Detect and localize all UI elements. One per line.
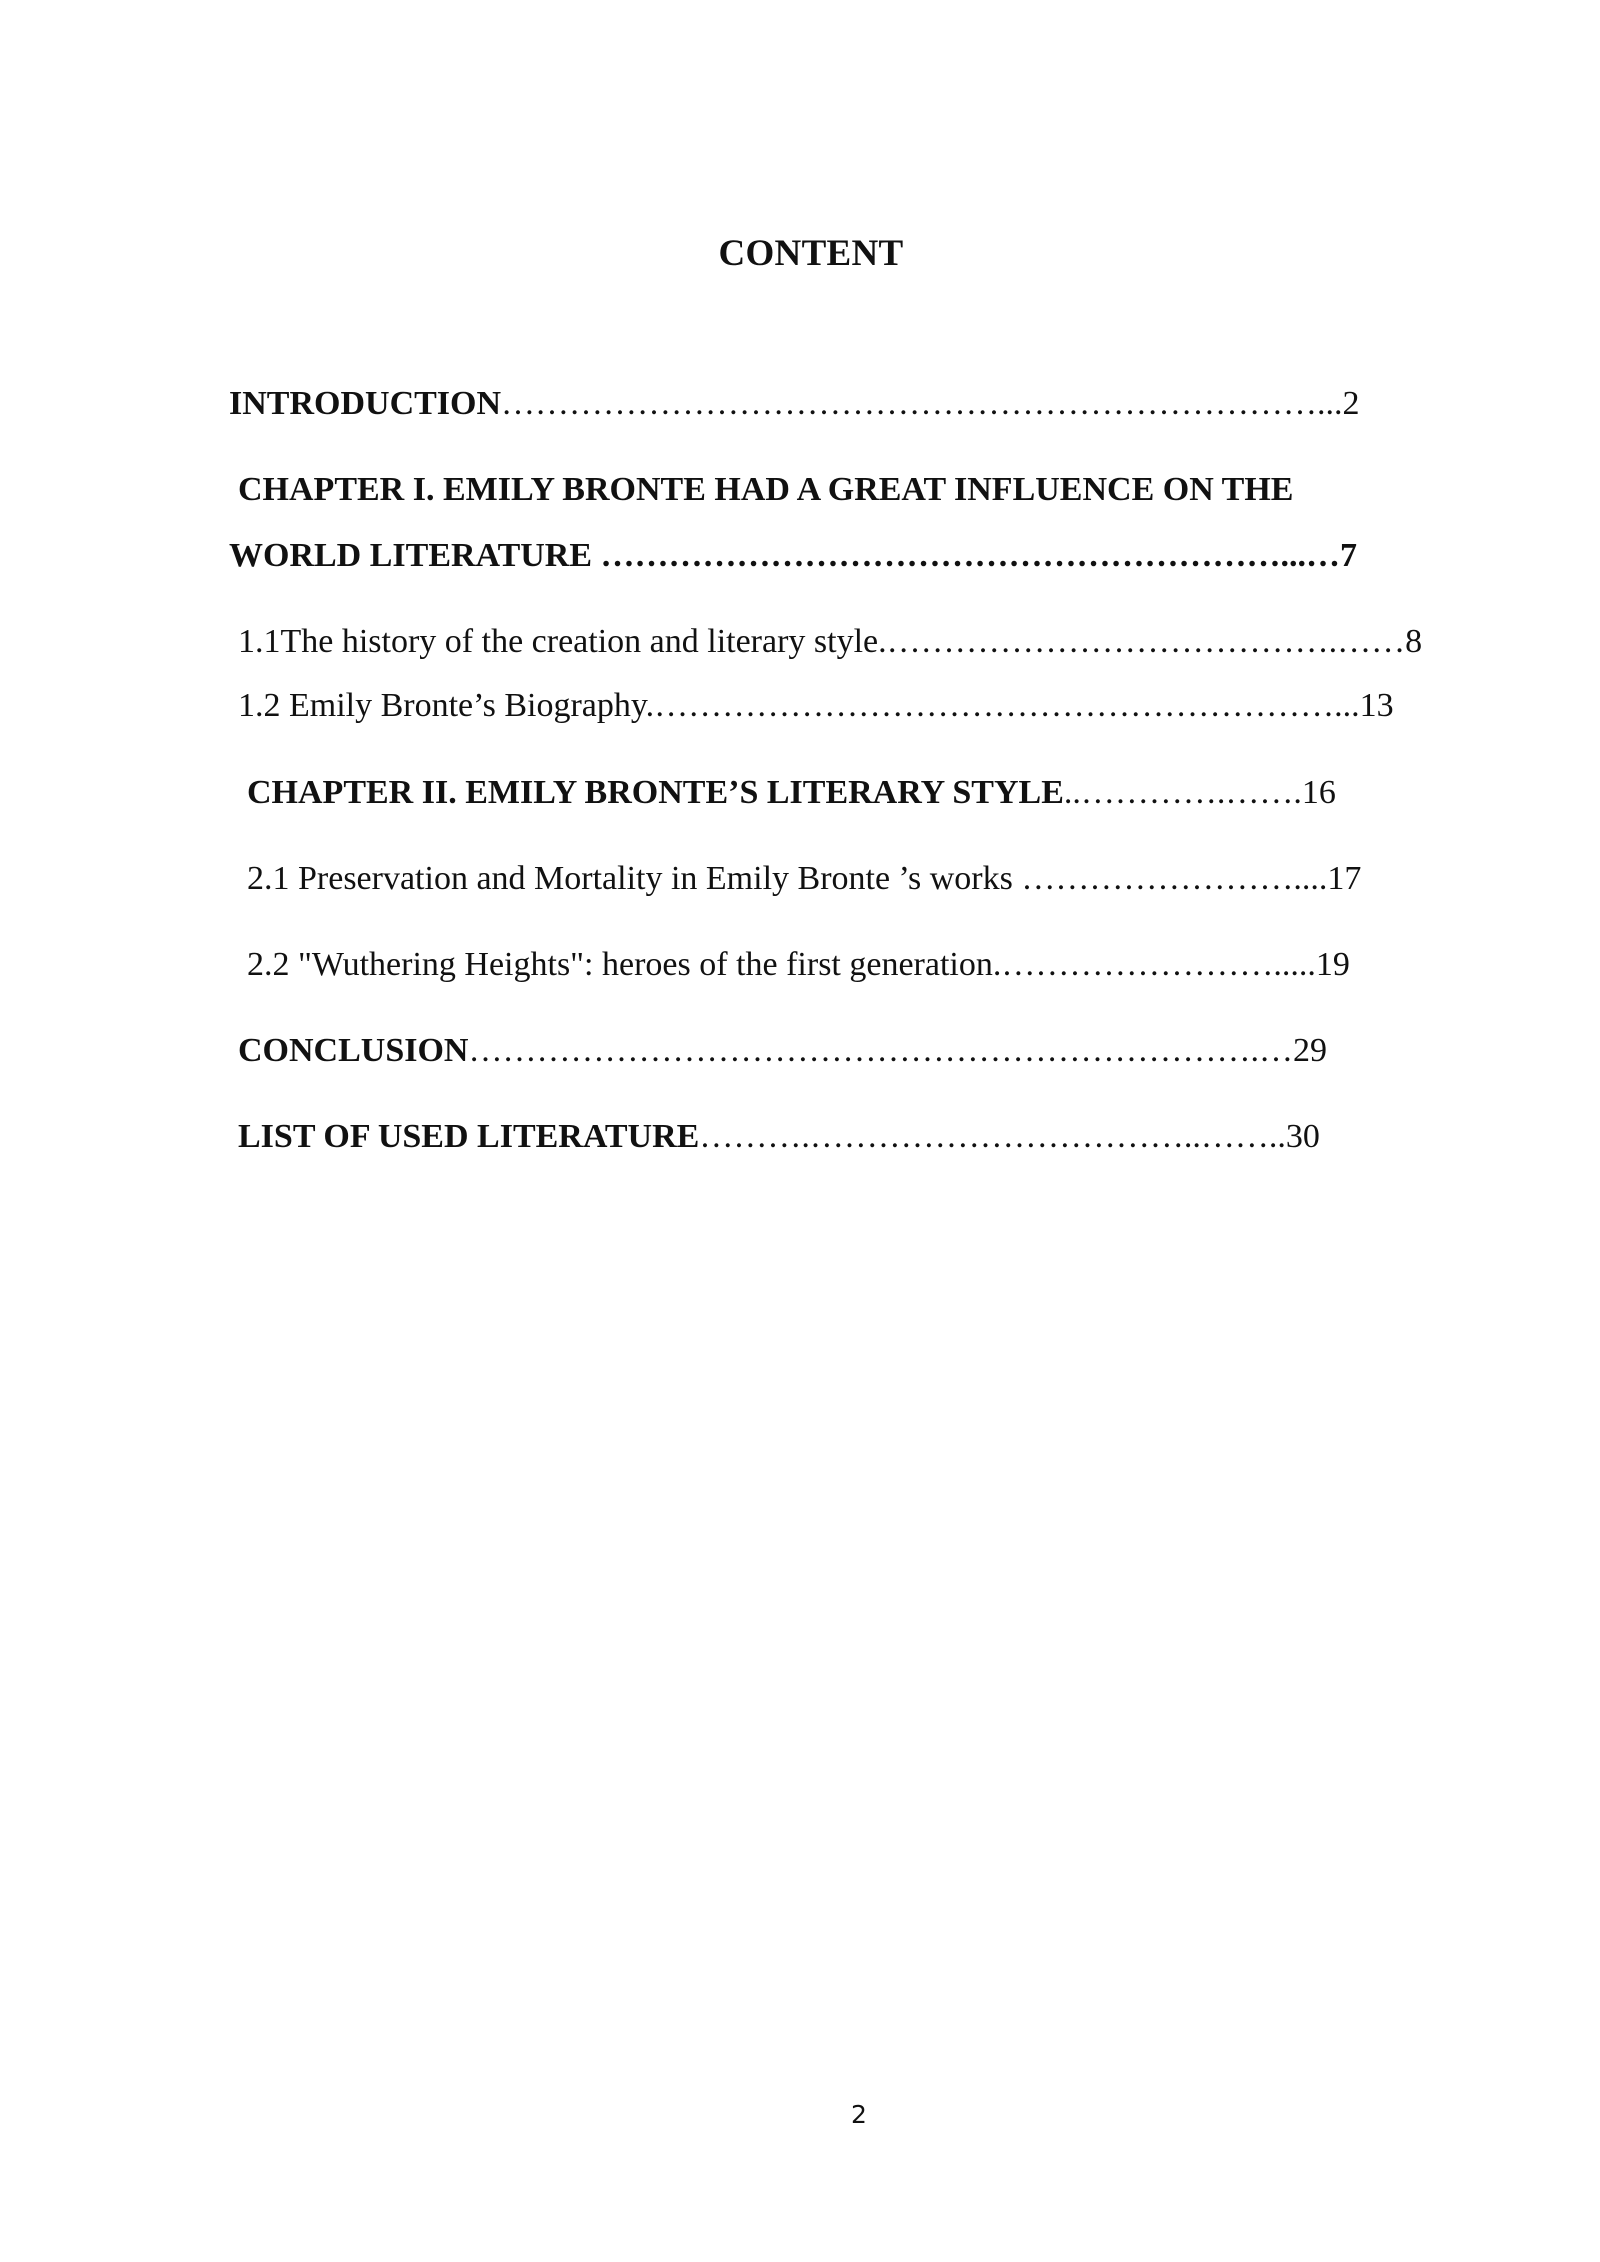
toc-entry-introduction xyxy=(229,384,1360,424)
toc-entry-label: WORLD LITERATURE xyxy=(229,537,601,574)
toc-entry-1-2 xyxy=(238,686,1394,726)
toc-entry-1-1 xyxy=(238,622,1422,662)
toc-entry-chapter-2 xyxy=(247,773,1336,813)
toc-leader-dots: …………………….... xyxy=(1021,860,1328,897)
toc-page-number: 16 xyxy=(1301,774,1336,811)
toc-entry-label: CONCLUSION xyxy=(238,1032,469,1069)
toc-leader-dots: ……………………………………………………... xyxy=(654,687,1360,724)
toc-leader-dots: ……….……………………………..…….. xyxy=(699,1118,1286,1155)
toc-leader-dots: …………………………………………………………….… xyxy=(468,1032,1293,1069)
toc-page-number: 29 xyxy=(1292,1032,1327,1069)
toc-page-number: 8 xyxy=(1405,623,1423,660)
toc-entry-label: LIST OF USED LITERATURE xyxy=(238,1118,700,1155)
page-number: 2 xyxy=(851,2100,867,2129)
toc-leader-dots: ……………………..... xyxy=(1001,946,1316,983)
toc-entry-label: 1.2 Emily Bronte’s Biography. xyxy=(238,687,655,724)
toc-leader-dots: ………………………………….…… xyxy=(886,623,1406,660)
toc-entry-literature xyxy=(238,1117,1320,1157)
toc-entry-chapter-1-cont xyxy=(229,536,1357,576)
toc-leader-dots: ..………….……. xyxy=(1063,774,1302,811)
toc-entry-label: CHAPTER I. EMILY BRONTE HAD A GREAT INFLUENCE ON THE xyxy=(238,471,1294,508)
toc-entry-label: 1.1The history of the creation and literary style. xyxy=(238,623,887,660)
toc-entry-label: INTRODUCTION xyxy=(229,385,502,422)
toc-page-number: 13 xyxy=(1359,687,1394,724)
toc-leader-dots: ……………………………………………………...… xyxy=(600,537,1341,574)
toc-entry-chapter-1 xyxy=(238,470,1293,510)
toc-entry-2-1 xyxy=(247,859,1361,899)
toc-page-number: 7 xyxy=(1340,537,1358,574)
toc-page-number: 2 xyxy=(1342,385,1360,422)
toc-entry-label: CHAPTER II. EMILY BRONTE’S LITERARY STYLE xyxy=(247,774,1064,811)
toc-entry-2-2 xyxy=(247,945,1350,985)
toc-leader-dots: ………………………………………………………………... xyxy=(501,385,1343,422)
toc-entry-label: 2.1 Preservation and Mortality in Emily Bronte ’s works xyxy=(247,860,1022,897)
toc-entry-label: 2.2 "Wuthering Heights": heroes of the first generation. xyxy=(247,946,1002,983)
toc-entry-conclusion xyxy=(238,1031,1327,1071)
toc-page-number: 17 xyxy=(1327,860,1362,897)
toc-page-number: 30 xyxy=(1285,1118,1320,1155)
toc-page-number: 19 xyxy=(1315,946,1350,983)
page-title: CONTENT xyxy=(718,233,904,274)
